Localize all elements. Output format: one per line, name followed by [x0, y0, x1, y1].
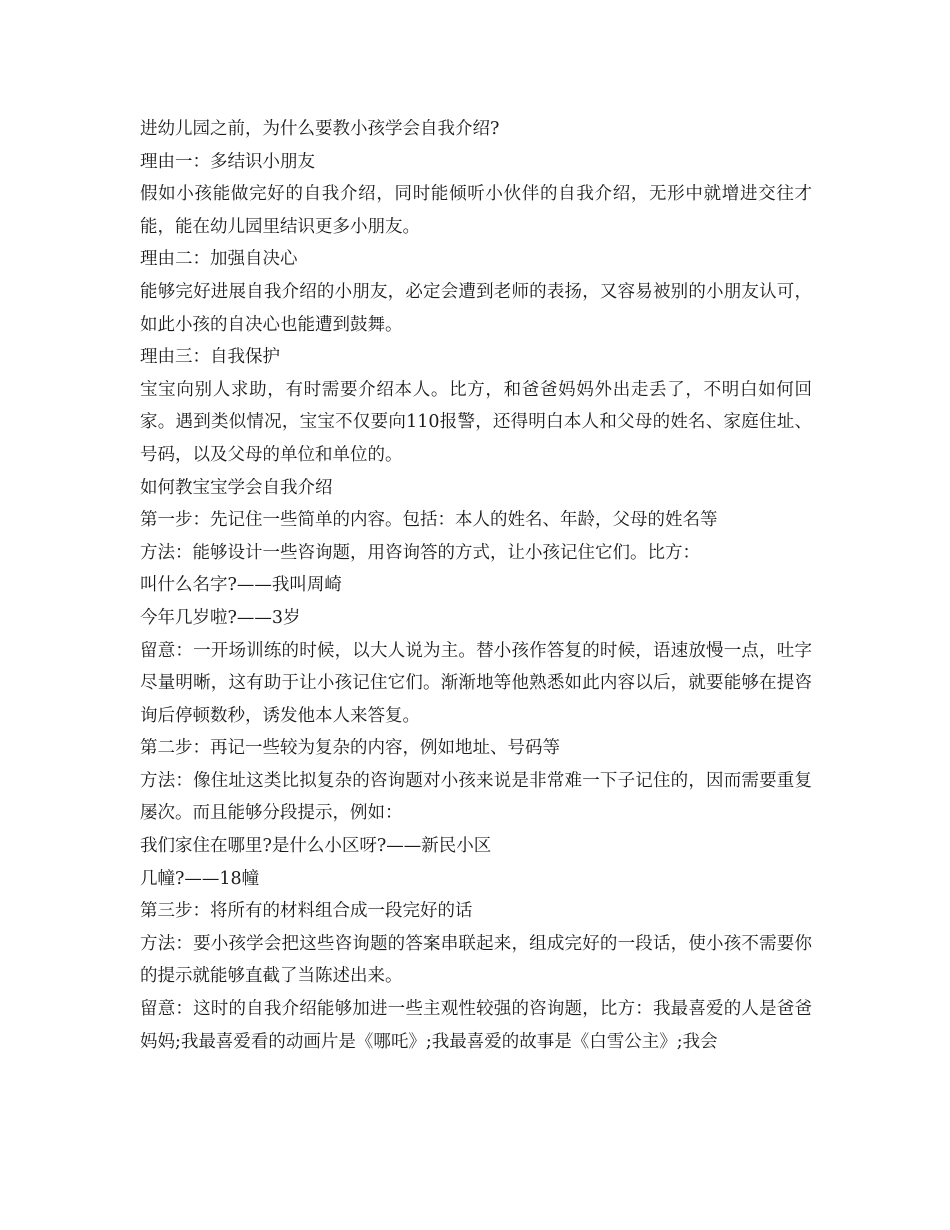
intro-question: 进幼儿园之前，为什么要教小孩学会自我介绍?	[140, 119, 500, 139]
reason-three-heading: 理由三：自我保护	[140, 347, 280, 368]
reason-one-text: 假如小孩能做完好的自我介绍，同时能倾听小伙伴的自我介绍，无形中就增进交往才能，能在幼儿园里结识更多小朋友。	[140, 184, 812, 237]
document-body	[140, 113, 812, 1058]
how-to-heading: 如何教宝宝学会自我介绍	[140, 477, 333, 498]
step-one-note: 留意：一开场训练的时候，以大人说为主。替小孩作答复的时候，语速放慢一点，吐字尽量明晰，这有助于让小孩记住它们。渐渐地等他熟悉如此内容以后，就要能够在提咨询后停顿数秒，诱发他本人来答复。	[140, 640, 812, 726]
reason-two-heading: 理由二：加强自决心	[140, 249, 298, 270]
reason-two-text: 能够完好进展自我介绍的小朋友，必定会遭到老师的表扬，又容易被别的小朋友认可，如此小孩的自决心也能遭到鼓舞。	[140, 281, 812, 335]
step-three-method: 方法：要小孩学会把这些咨询题的答案串联起来，组成完好的一段话，使小孩不需要你的提示就能够直截了当陈述出来。	[140, 933, 812, 987]
example-age: 今年几岁啦?——3岁	[140, 607, 301, 628]
step-three-note: 留意：这时的自我介绍能够加进一些主观性较强的咨询题，比方：我最喜爱的人是爸爸妈妈;我最喜爱看的动画片是《哪吒》;我最喜爱的故事是《白雪公主》;我会	[140, 999, 812, 1052]
example-name: 叫什么名字?——我叫周崎	[140, 575, 342, 596]
step-two-heading: 第二步：再记一些较为复杂的内容，例如地址、号码等	[140, 738, 560, 759]
step-one-heading: 第一步：先记住一些简单的内容。包括：本人的姓名、年龄，父母的姓名等	[140, 510, 718, 531]
reason-three-text: 宝宝向别人求助，有时需要介绍本人。比方，和爸爸妈妈外出走丢了，不明白如何回家。遇到类似情况，宝宝不仅要向110报警，还得明白本人和父母的姓名、家庭住址、号码，以及父母的单位和单位的。	[140, 379, 812, 465]
step-one-method: 方法：能够设计一些咨询题，用咨询答的方式，让小孩记住它们。比方：	[140, 542, 700, 563]
example-address: 我们家住在哪里?是什么小区呀?——新民小区	[140, 836, 492, 857]
example-building: 几幢?——18幢	[140, 868, 260, 889]
step-two-method: 方法：像住址这类比拟复杂的咨询题对小孩来说是非常难一下子记住的，因而需要重复屡次。而且能够分段提示，例如：	[140, 770, 812, 824]
reason-one-heading: 理由一：多结识小朋友	[140, 151, 315, 172]
step-three-heading: 第三步：将所有的材料组合成一段完好的话	[140, 901, 473, 922]
